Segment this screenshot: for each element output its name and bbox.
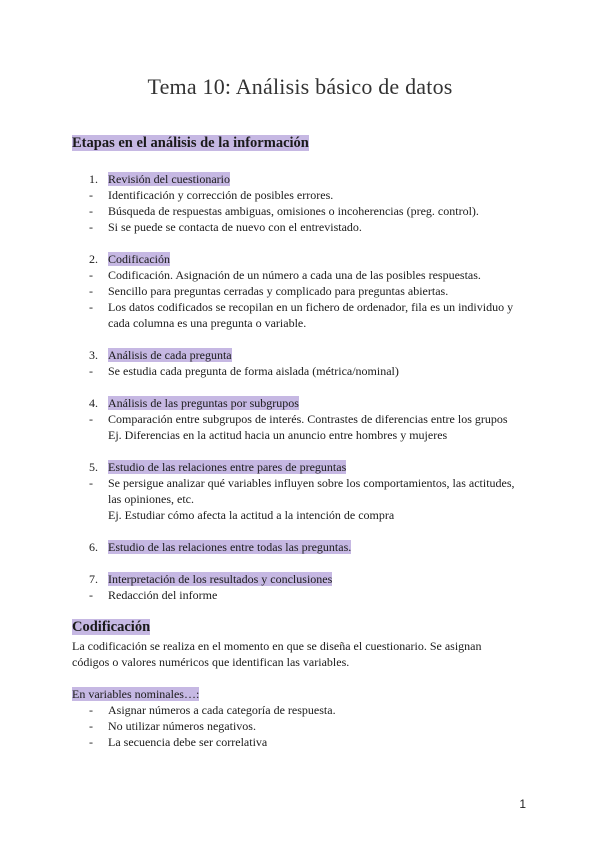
bullet-text: La secuencia debe ser correlativa bbox=[108, 735, 268, 749]
bullet-text: Si se puede se contacta de nuevo con el entrevistado. bbox=[108, 220, 362, 234]
dash-marker: - bbox=[89, 188, 93, 202]
bullet-text: Los datos codificados se recopilan en un fichero de ordenador, fila es un individuo y bbox=[108, 300, 514, 314]
dash-marker: - bbox=[89, 204, 93, 218]
paragraph-line: códigos o valores numéricos que identifican las variables. bbox=[72, 655, 350, 669]
dash-marker: - bbox=[89, 703, 93, 717]
step-label: Interpretación de los resultados y conclusiones bbox=[108, 572, 333, 586]
bullet-text: cada columna es una pregunta o variable. bbox=[108, 316, 307, 330]
bullet-item bbox=[72, 411, 532, 427]
section-heading-etapas bbox=[72, 135, 309, 152]
step-number: 1. bbox=[89, 172, 98, 186]
bullet-continuation bbox=[72, 315, 532, 331]
paragraph-line: La codificación se realiza en el momento en que se diseña el cuestionario. Se asignan bbox=[72, 639, 482, 653]
bullet-text: Ej. Estudiar cómo afecta la actitud a la intención de compra bbox=[108, 508, 395, 522]
bullet-item bbox=[72, 718, 532, 734]
dash-marker: - bbox=[89, 284, 93, 298]
section-heading-text: Etapas en el análisis de la información bbox=[72, 135, 309, 151]
bullet-text: Se persigue analizar qué variables influyen sobre los comportamientos, las actitudes, bbox=[108, 476, 515, 490]
bullet-item bbox=[72, 299, 532, 315]
bullet-item bbox=[72, 283, 532, 299]
step-number: 5. bbox=[89, 460, 98, 474]
list-gap bbox=[72, 555, 532, 571]
list-item-step bbox=[72, 459, 532, 475]
bullet-text: Ej. Diferencias en la actitud hacia un anuncio entre hombres y mujeres bbox=[108, 428, 448, 442]
list-gap bbox=[72, 523, 532, 539]
section-heading-text: Codificación bbox=[72, 619, 151, 635]
dash-marker: - bbox=[89, 719, 93, 733]
list-item-step bbox=[72, 347, 532, 363]
step-label: Estudio de las relaciones entre pares de preguntas bbox=[108, 460, 347, 474]
paragraph-codificacion bbox=[72, 638, 532, 670]
step-label: Codificación bbox=[108, 252, 170, 266]
dash-marker: - bbox=[89, 412, 93, 426]
section-heading-codificacion bbox=[72, 619, 150, 636]
bullet-text: Búsqueda de respuestas ambiguas, omisiones o incoherencias (preg. control). bbox=[108, 204, 479, 218]
bullet-item bbox=[72, 734, 532, 750]
step-label: Análisis de las preguntas por subgrupos bbox=[108, 396, 299, 410]
bullet-item bbox=[72, 219, 532, 235]
step-label: Análisis de cada pregunta bbox=[108, 348, 232, 362]
subheading-nominales: En variables nominales…: bbox=[72, 687, 200, 701]
dash-marker: - bbox=[89, 268, 93, 282]
step-number: 4. bbox=[89, 396, 98, 410]
page-title: Tema 10: Análisis básico de datos bbox=[147, 74, 453, 99]
steps-list bbox=[72, 171, 532, 603]
step-number: 3. bbox=[89, 348, 98, 362]
list-item-step bbox=[72, 171, 532, 187]
dash-marker: - bbox=[89, 220, 93, 234]
list-gap bbox=[72, 379, 532, 395]
list-gap bbox=[72, 443, 532, 459]
list-item-step bbox=[72, 539, 532, 555]
step-number: 7. bbox=[89, 572, 98, 586]
bullet-item bbox=[72, 267, 532, 283]
bullet-item bbox=[72, 587, 532, 603]
bullet-item bbox=[72, 702, 532, 718]
list-gap bbox=[72, 331, 532, 347]
dash-marker: - bbox=[89, 364, 93, 378]
bullet-text: Sencillo para preguntas cerradas y complicado para preguntas abiertas. bbox=[108, 284, 449, 298]
step-label: Revisión del cuestionario bbox=[108, 172, 230, 186]
list-item-step bbox=[72, 251, 532, 267]
bullet-text: Identificación y corrección de posibles errores. bbox=[108, 188, 334, 202]
bullet-continuation bbox=[72, 507, 532, 523]
dash-marker: - bbox=[89, 300, 93, 314]
bullet-item bbox=[72, 187, 532, 203]
bullet-item bbox=[72, 363, 532, 379]
dash-marker: - bbox=[89, 476, 93, 490]
list-gap bbox=[72, 235, 532, 251]
list-item-step bbox=[72, 395, 532, 411]
step-number: 6. bbox=[89, 540, 98, 554]
bullet-text: Comparación entre subgrupos de interés. Contrastes de diferencias entre los grupos bbox=[108, 412, 508, 426]
nominal-bullets-list bbox=[72, 702, 532, 750]
step-number: 2. bbox=[89, 252, 98, 266]
bullet-text: Asignar números a cada categoría de respuesta. bbox=[108, 703, 336, 717]
bullet-text: Se estudia cada pregunta de forma aislada (métrica/nominal) bbox=[108, 364, 399, 378]
bullet-item bbox=[72, 475, 532, 491]
bullet-item bbox=[72, 203, 532, 219]
bullet-continuation bbox=[72, 427, 532, 443]
nominal-variables-block bbox=[72, 686, 532, 750]
bullet-text: No utilizar números negativos. bbox=[108, 719, 256, 733]
dash-marker: - bbox=[89, 735, 93, 749]
bullet-text: Codificación. Asignación de un número a cada una de las posibles respuestas. bbox=[108, 268, 481, 282]
page-number: 1 bbox=[519, 797, 526, 811]
dash-marker: - bbox=[89, 588, 93, 602]
bullet-continuation bbox=[72, 491, 532, 507]
bullet-text: las opiniones, etc. bbox=[108, 492, 194, 506]
bullet-text: Redacción del informe bbox=[108, 588, 218, 602]
list-item-step bbox=[72, 571, 532, 587]
step-label: Estudio de las relaciones entre todas las preguntas. bbox=[108, 540, 352, 554]
